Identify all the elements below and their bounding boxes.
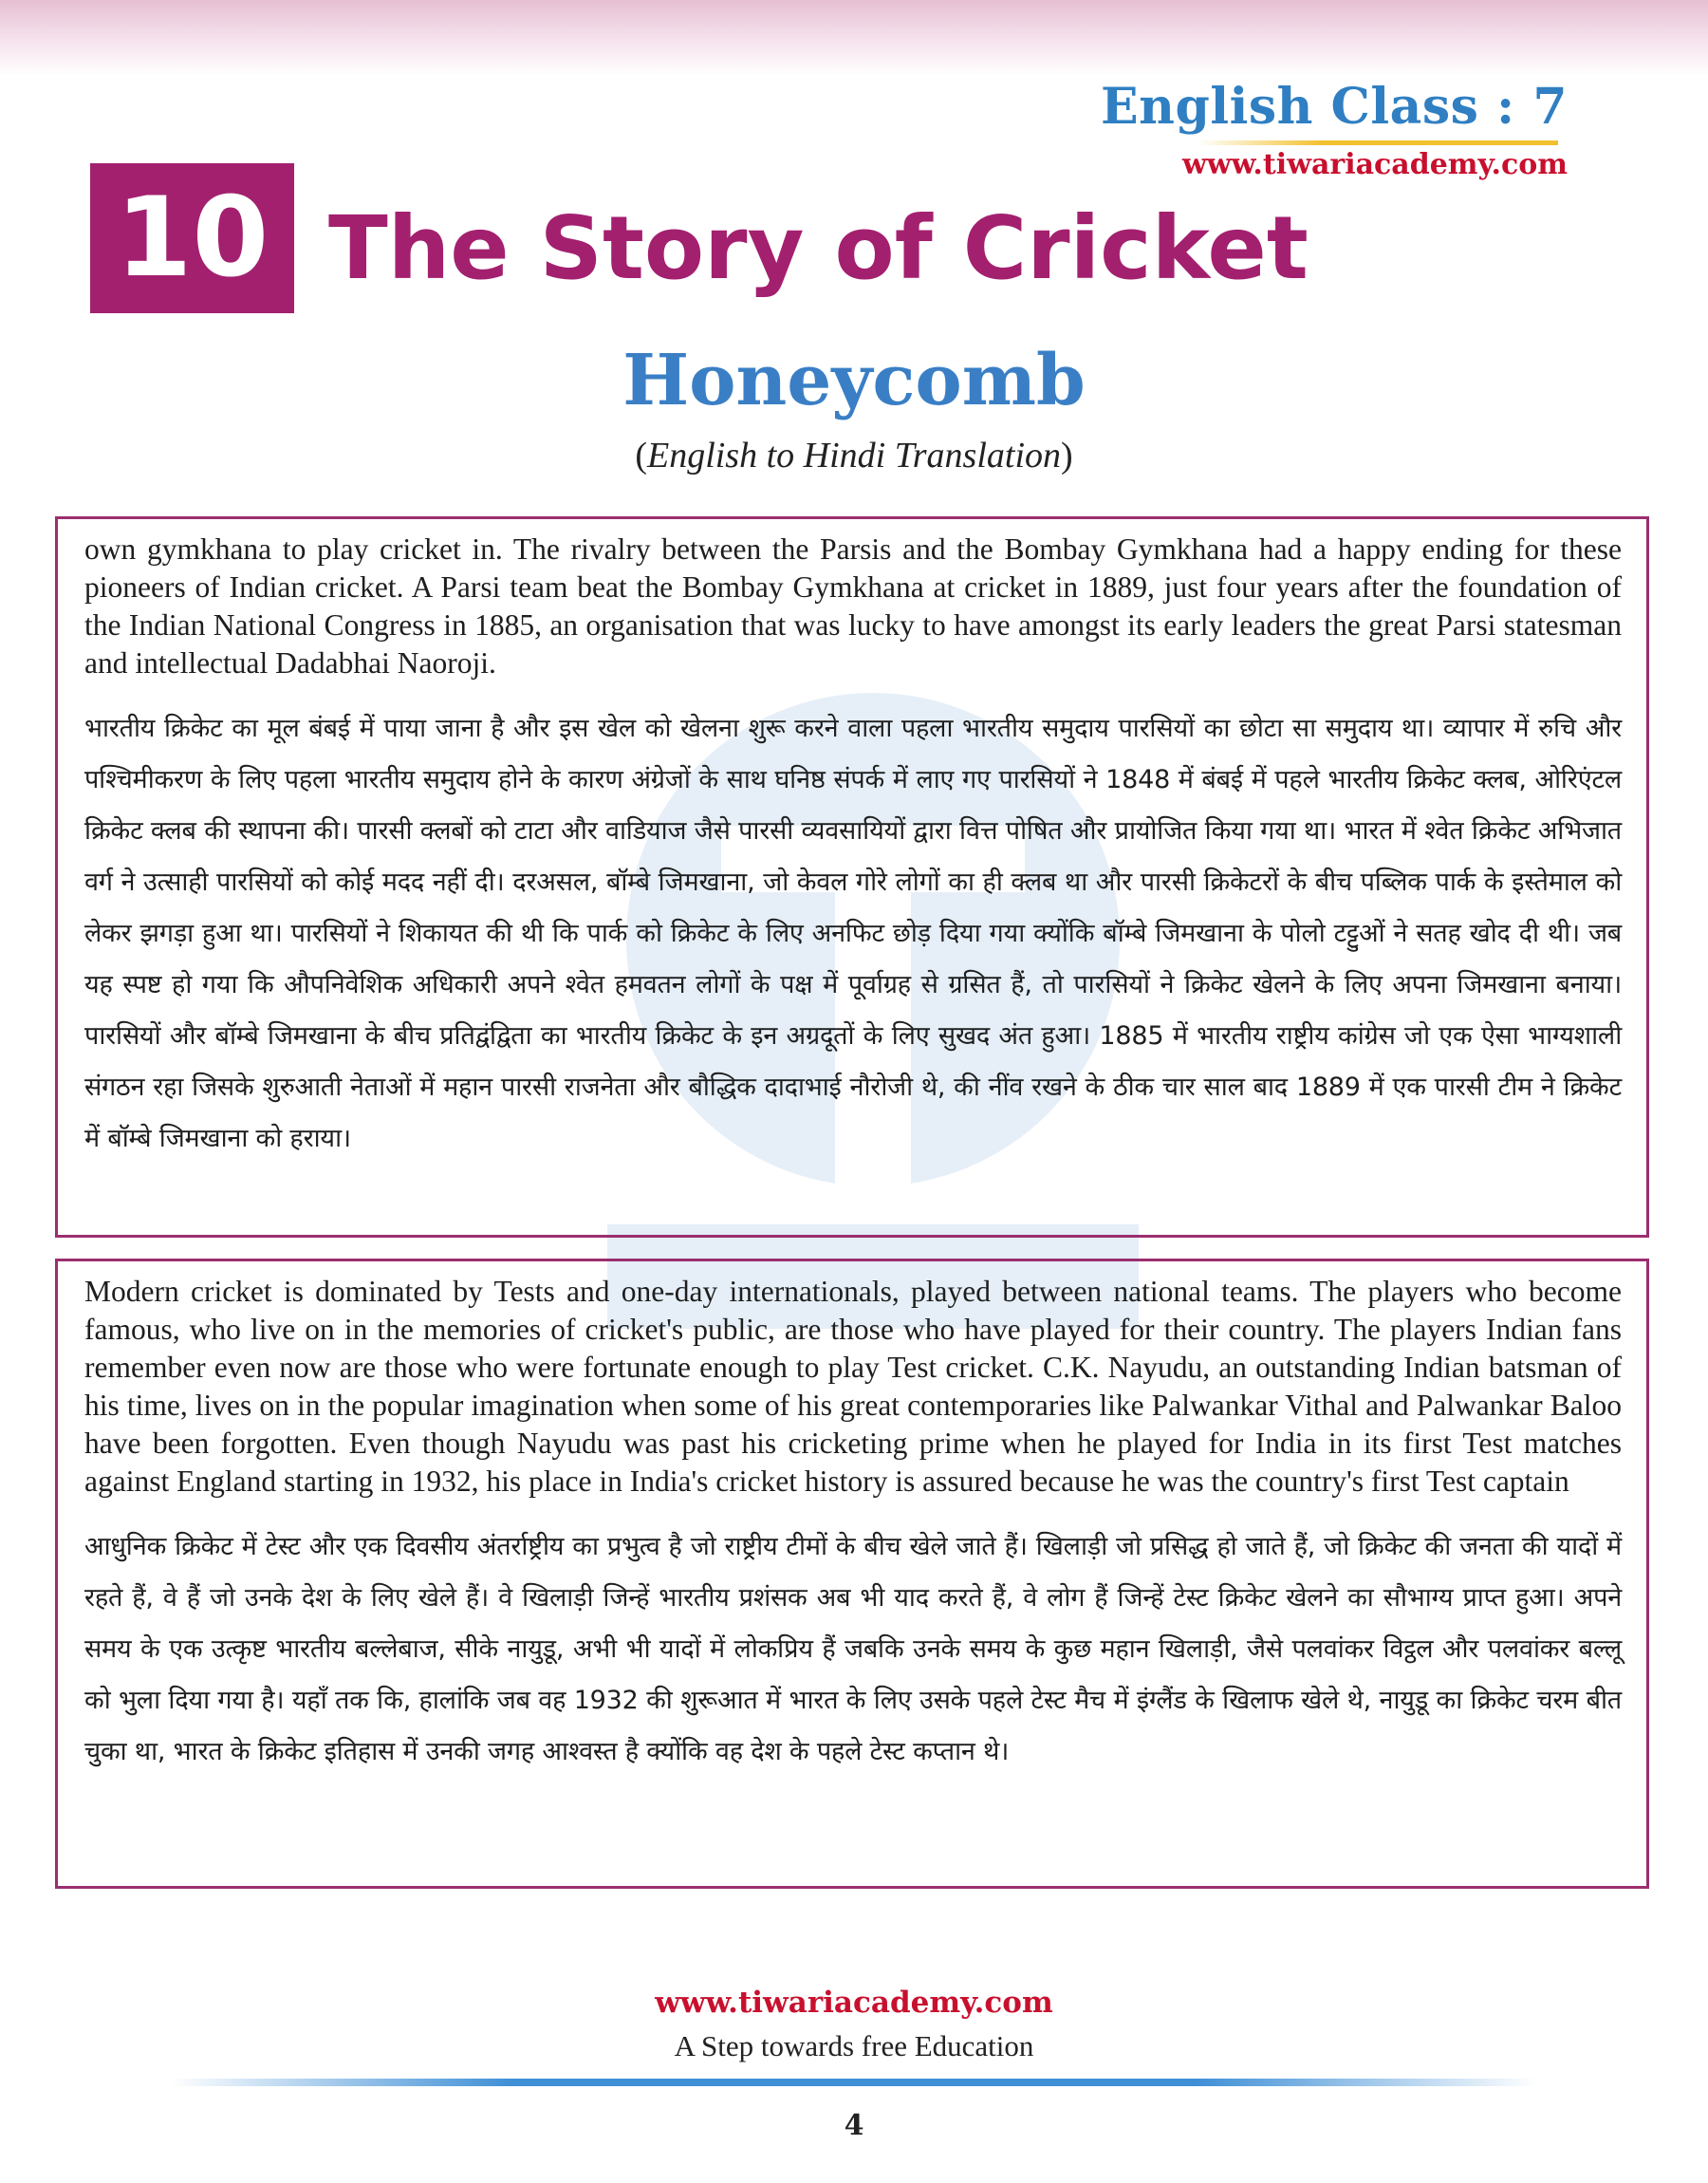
class-label-underline	[1197, 140, 1558, 145]
subtitle-open-paren: (	[635, 436, 647, 476]
header-website-link[interactable]: www.tiwariacademy.com	[1181, 148, 1568, 181]
translation-subtitle	[0, 435, 1708, 476]
english-paragraph: own gymkhana to play cricket in. The rivalry between the Parsis and the Bombay Gymkhana had a happy ending for these pioneers of Indian cricket. A Parsi team beat the Bombay Gymkhana at cricket in 1889, just four years after the foundation of the Indian National Congress in 1885, an organisation that was lucky to have amongst its early leaders the great Parsi statesman and intellectual Dadabhai Naoroji.	[84, 532, 1622, 680]
footer-tagline: A Step towards free Education	[674, 2029, 1034, 2062]
chapter-number: 10	[115, 174, 269, 302]
hindi-paragraph: आधुनिक क्रिकेट में टेस्ट और एक दिवसीय अंतर्राष्ट्रीय का प्रभुत्व है जो राष्ट्रीय टीमों के बीच खेले जाते हैं। खिलाड़ी जो प्रसिद्ध हो जाते हैं, जो क्रिकेट की जनता की यादों में रहते हैं, वे हैं जो उनके देश के लिए खेले हैं। वे खिलाड़ी जिन्हें भारतीय प्रशंसक अब भी याद करते हैं, वे लोग हैं जिन्हें टेस्ट क्रिकेट खेलने का सौभाग्य प्राप्त हुआ। अपने समय के एक उत्कृष्ट भारतीय बल्लेबाज, सीके नायुडू, अभी भी यादों में लोकप्रिय हैं जबकि उनके समय के कुछ महान खिलाड़ी, जैसे पलवांकर विट्ठल और पलवांकर बल्लू को भुला दिया गया है। यहाँ तक कि, हालांकि जब वह 1932 की शुरूआत में भारत के लिए उसके पहले टेस्ट मैच में इंग्लैंड के खिलाफ खेले थे, नायुडू का क्रिकेट चरम बीत चुका था, भारत के क्रिकेट इतिहास में उनकी जगह आश्वस्त है क्योंकि वह देश के पहले टेस्ट कप्तान थे।	[84, 1532, 1622, 1766]
subtitle-close-paren: )	[1061, 436, 1073, 476]
translation-panel-2	[55, 1259, 1649, 1889]
translation-panel-1	[55, 516, 1649, 1238]
subtitle-text: English to Hindi Translation	[646, 436, 1062, 476]
chapter-number-badge	[90, 163, 294, 313]
footer-website-link[interactable]: www.tiwariacademy.com	[655, 1986, 1053, 2020]
page-number: 4	[844, 2109, 864, 2142]
chapter-title: The Story of Cricket	[328, 197, 1309, 299]
class-label: English Class : 7	[1101, 78, 1568, 136]
top-gradient-band	[0, 0, 1708, 76]
english-paragraph: Modern cricket is dominated by Tests and one-day internationals, played between national teams. The players who become famous, who live on in the memories of cricket's public, are those who have played for their country. The players Indian fans remember even now are those who were fortunate enough to play Test cricket. C.K. Nayudu, an outstanding Indian batsman of his time, lives on in the popular imagination when some of his great contemporaries like Palwankar Vithal and Palwankar Baloo have been forgotten. Even though Nayudu was past his cricketing prime when he played for India in its first Test matches against England starting in 1932, his place in India's cricket history is assured because he was the country's first Test captain	[84, 1275, 1622, 1498]
hindi-paragraph: भारतीय क्रिकेट का मूल बंबई में पाया जाना है और इस खेल को खेलना शुरू करने वाला पहला भारतीय समुदाय पारसियों का छोटा सा समुदाय था। व्यापार में रुचि और पश्चिमीकरण के लिए पहला भारतीय समुदाय होने के कारण अंग्रेजों के साथ घनिष्ठ संपर्क में लाए गए पारसियों ने 1848 में बंबई में पहले भारतीय क्रिकेट क्लब, ओरिएंटल क्रिकेट क्लब की स्थापना की। पारसी क्लबों को टाटा और वाडियाज जैसे पारसी व्यवसायियों द्वारा वित्त पोषित और प्रायोजित किया गया था। भारत में श्वेत क्रिकेट अभिजात वर्ग ने उत्साही पारसियों को कोई मदद नहीं दी। दरअसल, बॉम्बे जिमखाना, जो केवल गोरे लोगों का ही क्लब था और पारसी क्रिकेटरों के बीच पब्लिक पार्क के इस्तेमाल को लेकर झगड़ा हुआ था। पारसियों ने शिकायत की थी कि पार्क को क्रिकेट के लिए अनफिट छोड़ दिया गया क्योंकि बॉम्बे जिमखाना के पोलो टट्टुओं ने सतह खोद दी थी। जब यह स्पष्ट हो गया कि औपनिवेशिक अधिकारी अपने श्वेत हमवतन लोगों के पक्ष में पूर्वाग्रह से ग्रसित हैं, तो पारसियों ने क्रिकेट खेलने के लिए अपना जिमखाना बनाया। पारसियों और बॉम्बे जिमखाना के बीच प्रतिद्वंद्विता का भारतीय क्रिकेट के इन अग्रदूतों के लिए सुखद अंत हुआ। 1885 में भारतीय राष्ट्रीय कांग्रेस जो एक ऐसा भाग्यशाली संगठन रहा जिसके शुरुआती नेताओं में महान पारसी राजनेता और बौद्धिक दादाभाई नौरोजी थे, की नींव रखने के ठीक चार साल बाद 1889 में एक पारसी टीम ने क्रिकेट में बॉम्बे जिमखाना को हराया।	[84, 714, 1622, 1153]
book-title: Honeycomb	[622, 340, 1086, 421]
footer-divider	[171, 2079, 1537, 2086]
